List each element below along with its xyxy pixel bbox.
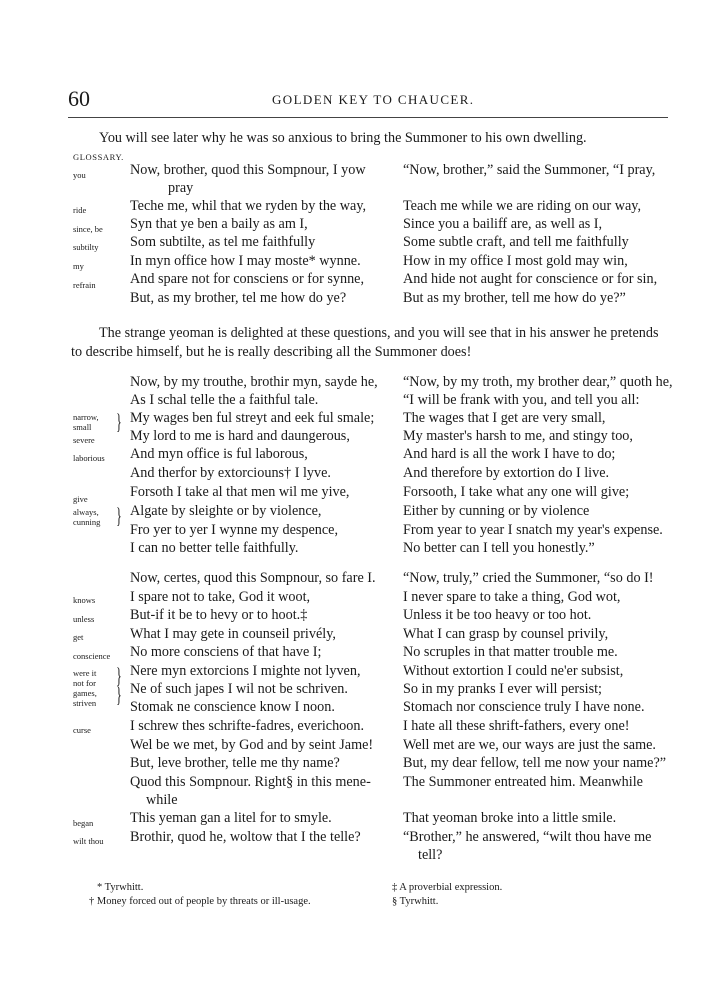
modern-line: I never spare to take a thing, God wot, [403, 589, 621, 605]
modern-line: And therefore by extortion do I live. [403, 465, 610, 481]
gloss-term: games, [73, 688, 97, 698]
middle-english-line: My wages ben ful streyt and eek ful smale; [130, 410, 375, 426]
middle-english-line: I schrew thes schrifte-fadres, everichoon. [130, 718, 364, 734]
middle-english-line: Teche me, whil that we ryden by the way, [130, 198, 367, 214]
modern-line: From year to year I snatch my year's expense. [403, 522, 663, 538]
footnote: † Money forced out of people by threats or ill-usage. [89, 896, 311, 907]
gloss-term: conscience [73, 651, 111, 661]
modern-line: tell? [418, 847, 443, 863]
modern-line: The Summoner entreated him. Meanwhile [403, 774, 643, 790]
middle-english-line: But, as my brother, tel me how do ye? [130, 290, 347, 306]
middle-english-line: No more consciens of that have I; [130, 644, 322, 660]
modern-line: Unless it be too heavy or too hot. [403, 607, 592, 623]
gloss-term: my [73, 261, 84, 271]
middle-english-line: Now, certes, quod this Sompnour, so fare I. [130, 570, 376, 586]
intro-paragraph-2-line: to describe himself, but he is really describing all the Summoner does! [71, 344, 472, 360]
middle-english-line: Brothir, quod he, woltow that I the telle? [130, 829, 361, 845]
gloss-term: get [73, 632, 84, 642]
brace-glyph: } [116, 663, 122, 688]
gloss-term: severe [73, 435, 95, 445]
modern-line: Stomach nor conscience truly I have none. [403, 699, 645, 715]
middle-english-line: I can no better telle faithfully. [130, 540, 299, 556]
gloss-term: narrow, [73, 412, 99, 422]
middle-english-line: And myn office is ful laborous, [130, 446, 308, 462]
middle-english-line: In myn office how I may moste* wynne. [130, 253, 361, 269]
middle-english-line: while [146, 792, 178, 808]
footnote: ‡ A proverbial expression. [392, 882, 503, 893]
brace-glyph: } [116, 409, 122, 434]
header-rule [68, 117, 668, 118]
gloss-term: knows [73, 595, 96, 605]
modern-line: But, my dear fellow, tell me now your name?” [403, 755, 667, 771]
middle-english-line: And spare not for consciens or for synne, [130, 271, 365, 287]
middle-english-line: My lord to me is hard and daungerous, [130, 428, 350, 444]
middle-english-line: Fro yer to yer I wynne my despence, [130, 522, 339, 538]
footnote: * Tyrwhitt. [97, 882, 144, 893]
middle-english-line: Now, by my trouthe, brothir myn, sayde he, [130, 374, 378, 390]
modern-line: Without extortion I could ne'er subsist, [403, 663, 624, 679]
middle-english-line: Nere myn extorcions I mighte not lyven, [130, 663, 361, 679]
gloss-term: give [73, 494, 88, 504]
gloss-term: unless [73, 614, 95, 624]
footnote: § Tyrwhitt. [392, 896, 439, 907]
modern-line: No scruples in that matter trouble me. [403, 644, 618, 660]
middle-english-line: Wel be we met, by God and by seint Jame! [130, 737, 374, 753]
glossary-heading: GLOSSARY. [73, 152, 124, 162]
middle-english-line: What I may gete in counseil privély, [130, 626, 336, 642]
modern-line: And hide not aught for conscience or for sin, [403, 271, 658, 287]
modern-line: The wages that I get are very small, [403, 410, 606, 426]
middle-english-line: Now, brother, quod this Sompnour, I yow [130, 162, 366, 178]
modern-line: I hate all these shrift-fathers, every one! [403, 718, 630, 734]
brace-glyph: } [116, 682, 122, 707]
gloss-term: were it [73, 668, 97, 678]
middle-english-line: But-if it be to hevy or to hoot.‡ [130, 607, 308, 623]
middle-english-line: pray [168, 180, 194, 196]
gloss-term: ride [73, 205, 87, 215]
modern-line: “Now, truly,” cried the Summoner, “so do I! [403, 570, 654, 586]
gloss-term: striven [73, 698, 97, 708]
middle-english-line: Syn that ye ben a baily as am I, [130, 216, 308, 232]
gloss-term: wilt thou [73, 836, 104, 846]
modern-line: Since you a bailiff are, as well as I, [403, 216, 603, 232]
middle-english-line: Som subtilte, as tel me faithfully [130, 234, 316, 250]
middle-english-line: As I schal telle the a faithful tale. [130, 392, 319, 408]
modern-line: No better can I tell you honestly.” [403, 540, 595, 556]
modern-line: Forsooth, I take what any one will give; [403, 484, 630, 500]
modern-line: “Brother,” he answered, “wilt thou have me [403, 829, 652, 845]
modern-line: Teach me while we are riding on our way, [403, 198, 641, 214]
gloss-term: you [73, 170, 86, 180]
middle-english-line: And therfor by extorciouns† I lyve. [130, 465, 331, 481]
gloss-term: refrain [73, 280, 96, 290]
intro-paragraph-2-line: The strange yeoman is delighted at these questions, and you will see that in his answer he pretends [99, 325, 659, 341]
gloss-term: curse [73, 725, 91, 735]
middle-english-line: This yeman gan a litel for to smyle. [130, 810, 332, 826]
middle-english-line: Ne of such japes I wil not be schriven. [130, 681, 348, 697]
modern-line: But as my brother, tell me how do ye?” [403, 290, 626, 306]
modern-line: What I can grasp by counsel privily, [403, 626, 609, 642]
modern-line: “I will be frank with you, and tell you all: [403, 392, 640, 408]
modern-line: Well met are we, our ways are just the same. [403, 737, 656, 753]
modern-line: My master's harsh to me, and stingy too, [403, 428, 633, 444]
middle-english-line: Stomak ne conscience know I noon. [130, 699, 335, 715]
intro-paragraph-1: You will see later why he was so anxious to bring the Summoner to his own dwelling. [99, 130, 587, 146]
modern-line: And hard is all the work I have to do; [403, 446, 616, 462]
running-head: GOLDEN KEY TO CHAUCER. [272, 92, 475, 107]
modern-line: Some subtle craft, and tell me faithfully [403, 234, 629, 250]
modern-line: How in my office I most gold may win, [403, 253, 628, 269]
modern-line: So in my pranks I ever will persist; [403, 681, 602, 697]
middle-english-line: Forsoth I take al that men wil me yive, [130, 484, 350, 500]
middle-english-line: I spare not to take, God it woot, [130, 589, 311, 605]
gloss-term: subtilty [73, 242, 99, 252]
gloss-term: laborious [73, 453, 105, 463]
middle-english-line: Algate by sleighte or by violence, [130, 503, 322, 519]
modern-line: “Now, brother,” said the Summoner, “I pray, [403, 162, 656, 178]
middle-english-line: Quod this Sompnour. Right§ in this mene- [130, 774, 371, 790]
page-number: 60 [68, 86, 90, 111]
gloss-term: cunning [73, 517, 101, 527]
modern-line: Either by cunning or by violence [403, 503, 590, 519]
modern-line: That yeoman broke into a little smile. [403, 810, 617, 826]
gloss-term: began [73, 818, 94, 828]
middle-english-line: But, leve brother, telle me thy name? [130, 755, 340, 771]
gloss-term: since, be [73, 224, 103, 234]
modern-line: “Now, by my troth, my brother dear,” quoth he, [403, 374, 673, 390]
gloss-term: not for [73, 678, 96, 688]
gloss-term: always, [73, 507, 99, 517]
brace-glyph: } [116, 503, 122, 528]
gloss-term: small [73, 422, 92, 432]
